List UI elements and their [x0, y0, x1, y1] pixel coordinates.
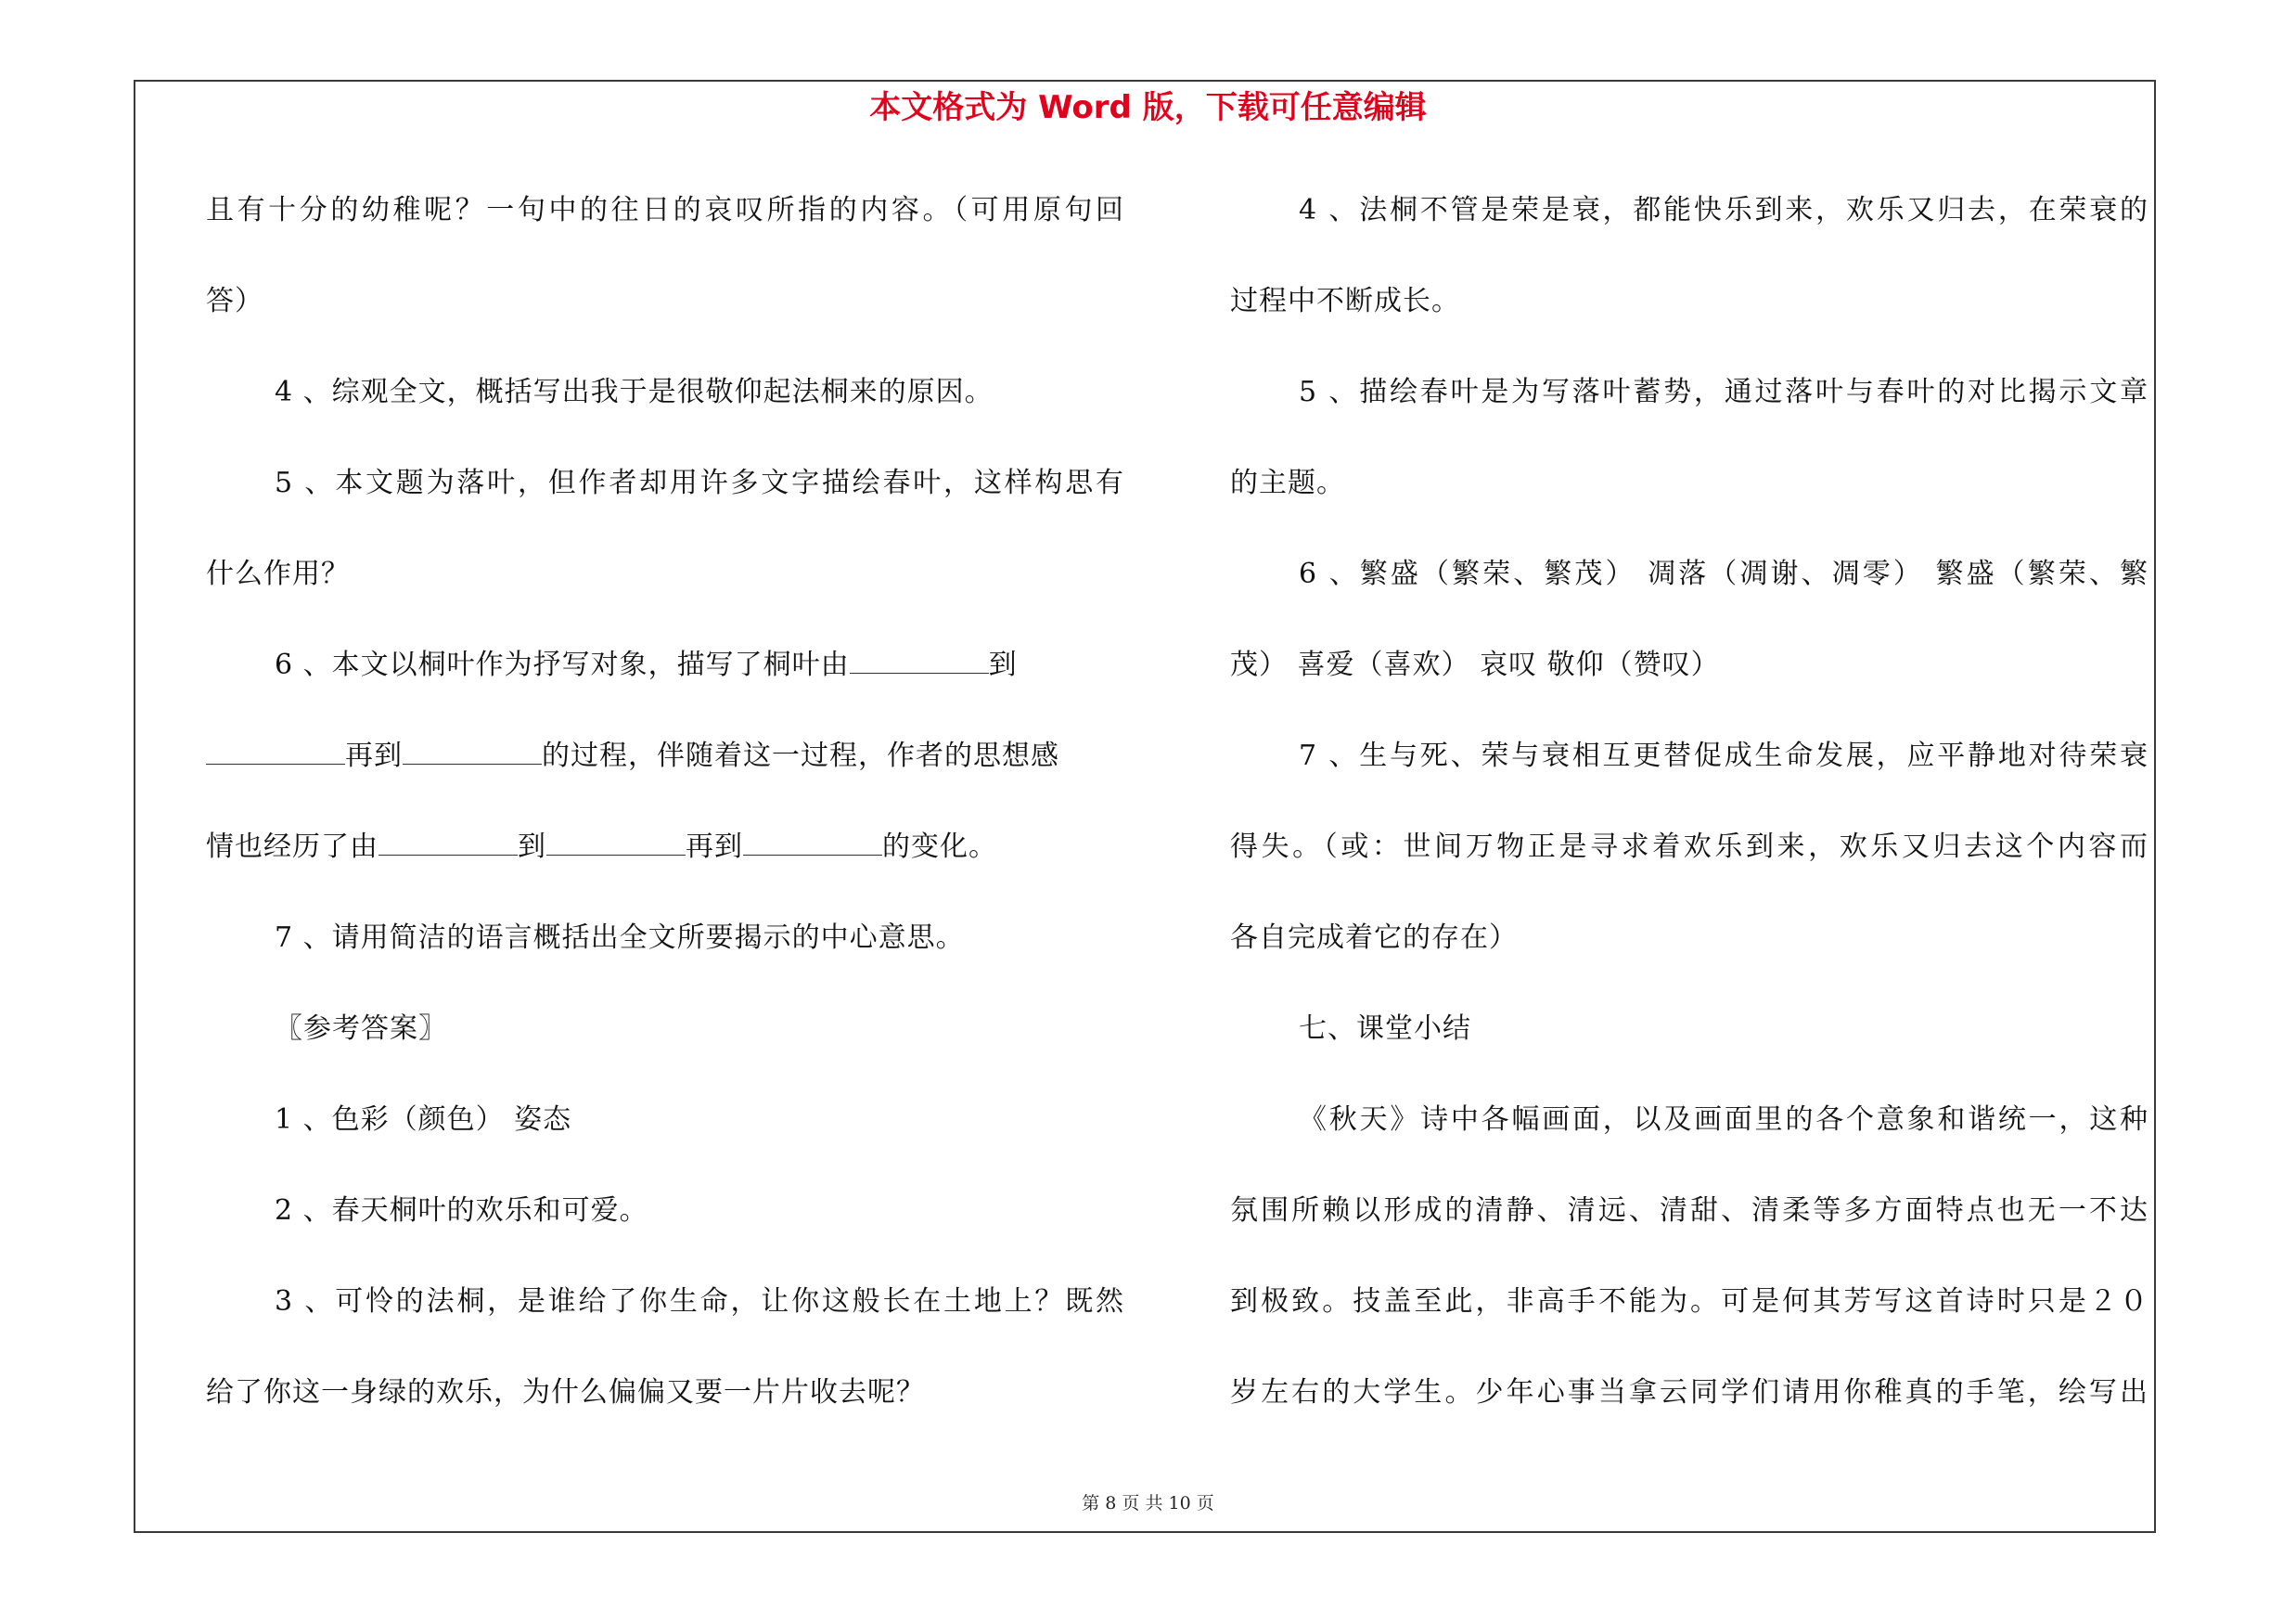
text-line: 氛围所赖以形成的清静、清远、清甜、清柔等多方面特点也无一不达	[1230, 1194, 2148, 1227]
section-heading: 七、课堂小结	[1299, 1012, 1471, 1045]
question-6-text: 再到	[686, 831, 743, 863]
fill-blank[interactable]	[403, 734, 542, 765]
word-format-banner: 本文格式为 Word 版，下载可任意编辑	[869, 89, 1427, 126]
answer-key-heading: 〖参考答案〗	[275, 1012, 447, 1045]
question-6-text: 到	[518, 831, 546, 863]
text-line: 给了你这一身绿的欢乐，为什么偏偏又要一片片收去呢？	[206, 1376, 925, 1409]
text-line: 过程中不断成长。	[1230, 285, 1460, 317]
text-line: 什么作用？	[206, 558, 350, 590]
question-7: 7 、请用简洁的语言概括出全文所要揭示的中心意思。	[275, 921, 965, 954]
question-4: 4 、综观全文，概括写出我于是很敬仰起法桐来的原因。	[275, 376, 994, 408]
text-line: 且有十分的幼稚呢？一句中的往日的哀叹所指的内容。（可用原句回	[206, 194, 1124, 226]
text-line: 到极致。技盖至此，非高手不能为。可是何其芳写这首诗时只是２０	[1230, 1285, 2148, 1318]
question-6-text: 情也经历了由	[206, 831, 378, 863]
answer-4: 4 、法桐不管是荣是衰，都能快乐到来，欢乐又归去，在荣衰的	[1299, 194, 2148, 226]
text-line: 答）	[206, 285, 263, 317]
left-column	[206, 183, 1124, 1456]
fill-blank[interactable]	[206, 734, 345, 765]
question-6-text: 再到	[345, 740, 403, 772]
answer-7: 7 、生与死、荣与衰相互更替促成生命发展，应平静地对待荣衰	[1299, 740, 2148, 772]
fill-blank[interactable]	[546, 825, 686, 856]
fill-blank[interactable]	[743, 825, 882, 856]
answer-2: 2 、春天桐叶的欢乐和可爱。	[275, 1194, 648, 1227]
question-5: 5 、本文题为落叶，但作者却用许多文字描绘春叶，这样构思有	[275, 467, 1124, 499]
question-6-continued	[206, 819, 1124, 910]
answer-3: 3 、可怜的法桐，是谁给了你生命，让你这般长在土地上？既然	[275, 1285, 1124, 1318]
right-column	[1230, 183, 2148, 1456]
text-line: 的主题。	[1230, 467, 1345, 499]
question-6	[206, 638, 1124, 728]
text-line: 岁左右的大学生。少年心事当拿云同学们请用你稚真的手笔，绘写出	[1230, 1376, 2148, 1409]
question-6-text: 的变化。	[882, 831, 997, 863]
page-number: 第 8 页 共 10 页	[1082, 1493, 1214, 1514]
text-line: 得失。（或：世间万物正是寻求着欢乐到来，欢乐又归去这个内容而	[1230, 831, 2148, 863]
question-6-text: 的过程，伴随着这一过程，作者的思想感	[542, 740, 1059, 772]
answer-6: 6 、繁盛（繁荣、繁茂） 凋落（凋谢、凋零） 繁盛（繁荣、繁	[1299, 558, 2148, 590]
question-6-text: 到	[988, 649, 1018, 681]
text-line: 各自完成着它的存在）	[1230, 921, 1518, 954]
answer-1: 1 、色彩（颜色） 姿态	[275, 1103, 572, 1136]
question-6-text: 6 、本文以桐叶作为抒写对象，描写了桐叶由	[275, 649, 850, 681]
fill-blank[interactable]	[850, 643, 989, 674]
summary-paragraph: 《秋天》诗中各幅画面，以及画面里的各个意象和谐统一，这种	[1299, 1103, 2148, 1136]
answer-5: 5 、描绘春叶是为写落叶蓄势，通过落叶与春叶的对比揭示文章	[1299, 376, 2148, 408]
fill-blank[interactable]	[378, 825, 518, 856]
text-line: 茂） 喜爱（喜欢） 哀叹 敬仰（赞叹）	[1230, 649, 1720, 681]
question-6-continued	[206, 728, 1124, 819]
